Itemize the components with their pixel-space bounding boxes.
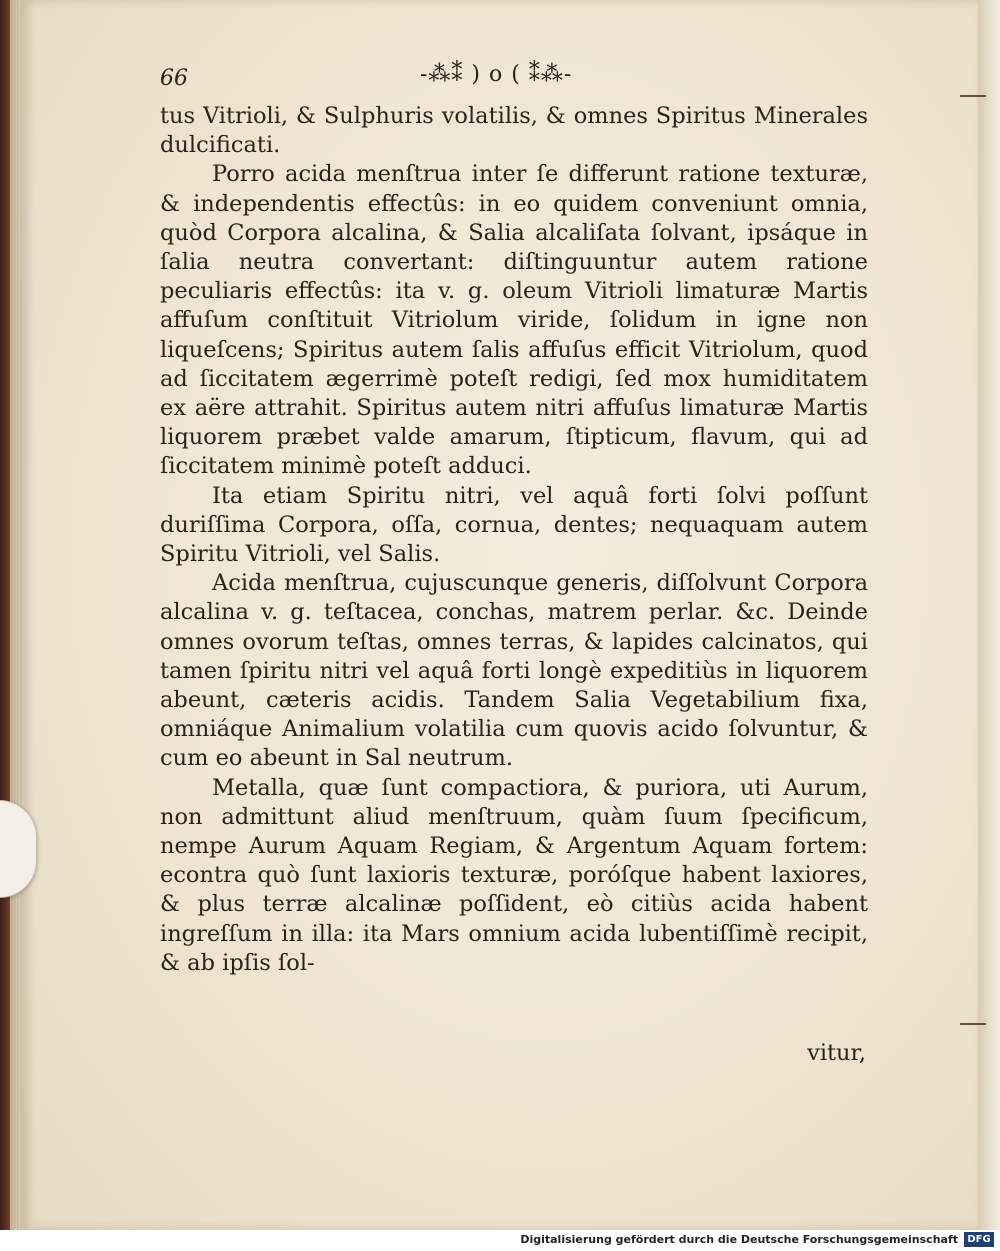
paragraph: Acida menſtrua, cujuscunque generis, diſſolvunt Corpora alcalina v. g. teſtacea, conchas, matrem perlar. &c. Deinde omnes ovorum teſtas, omnes terras, & lapides calcinatos, qui tamen ſpiritu nitri vel aquâ forti longè expeditiùs in liquorem abeunt, cæteris acidis. Tandem Salia Vegetabilium fixa, omniáque Animalium volatilia cum quovis acido ſolvuntur, & cum eo abeunt in Sal neutrum.	[160, 570, 868, 772]
dfg-logo: DFG	[964, 1232, 994, 1247]
paragraph: Ita etiam Spiritu nitri, vel aquâ forti ſolvi poſſunt duriſſima Corpora, oſſa, cornua, dentes; nequaquam autem Spiritu Vitrioli, vel Salis.	[160, 482, 868, 568]
funding-credit: Digitalisierung gefördert durch die Deutsche Forschungsgemeinschaft	[520, 1233, 958, 1246]
paragraph: Porro acida menſtrua inter ſe differunt ratione texturæ, & independentis effectûs: in eo quidem conveniunt omnia, quòd Corpora alcalina, & Salia alcaliſata ſolvant, ipsáque in ſalia neutra convertant: diſtinguuntur autem ratione peculiaris effectûs: ita v. g. oleum Vitrioli limaturæ Martis affuſum conſtituit Vitriolum viride, ſolidum in igne non liqueſcens; Spiritus autem ſalis affuſus efficit Vitriolum, quod ad ſiccitatem ægerrimè poteſt redigi, ſed mox humiditatem ex aëre attrahit. Spiritus autem nitri affuſus limaturæ Martis liquorem præbet valde amarum, ſtipticum, flavum, qui ad ſiccitatem minimè poteſt adduci.	[160, 161, 868, 480]
paragraph-continuation: tus Vitrioli, & Sulphuris volatilis, & omnes Spiritus Minerales dulcificati.	[160, 103, 868, 159]
catchword: vitur,	[807, 1040, 866, 1066]
margin-mark-bottom	[960, 1023, 986, 1025]
header-ornament: -⁂⁑ ) o ( ⁑⁂-	[420, 62, 573, 87]
footer-bar	[0, 1230, 1000, 1251]
paragraph: Metalla, quæ ſunt compactiora, & puriora, uti Aurum, non admittunt aliud menſtruum, quàm ſuum ſpecificum, nempe Aurum Aquam Regiam, & Argentum Aquam fortem: econtra quò ſunt laxioris texturæ, poróſque habent laxiores, & plus terræ alcalinæ poſſident, eò citiùs acida habent ingreſſum in illa: ita Mars omnium acida lubentiſſimè recipit, & ab ipſis ſol-	[160, 774, 868, 976]
page-number: 66	[160, 66, 188, 91]
running-header	[160, 62, 866, 102]
body-text	[160, 102, 868, 978]
facing-page-edge	[978, 0, 1000, 1230]
margin-mark-top	[960, 95, 986, 97]
